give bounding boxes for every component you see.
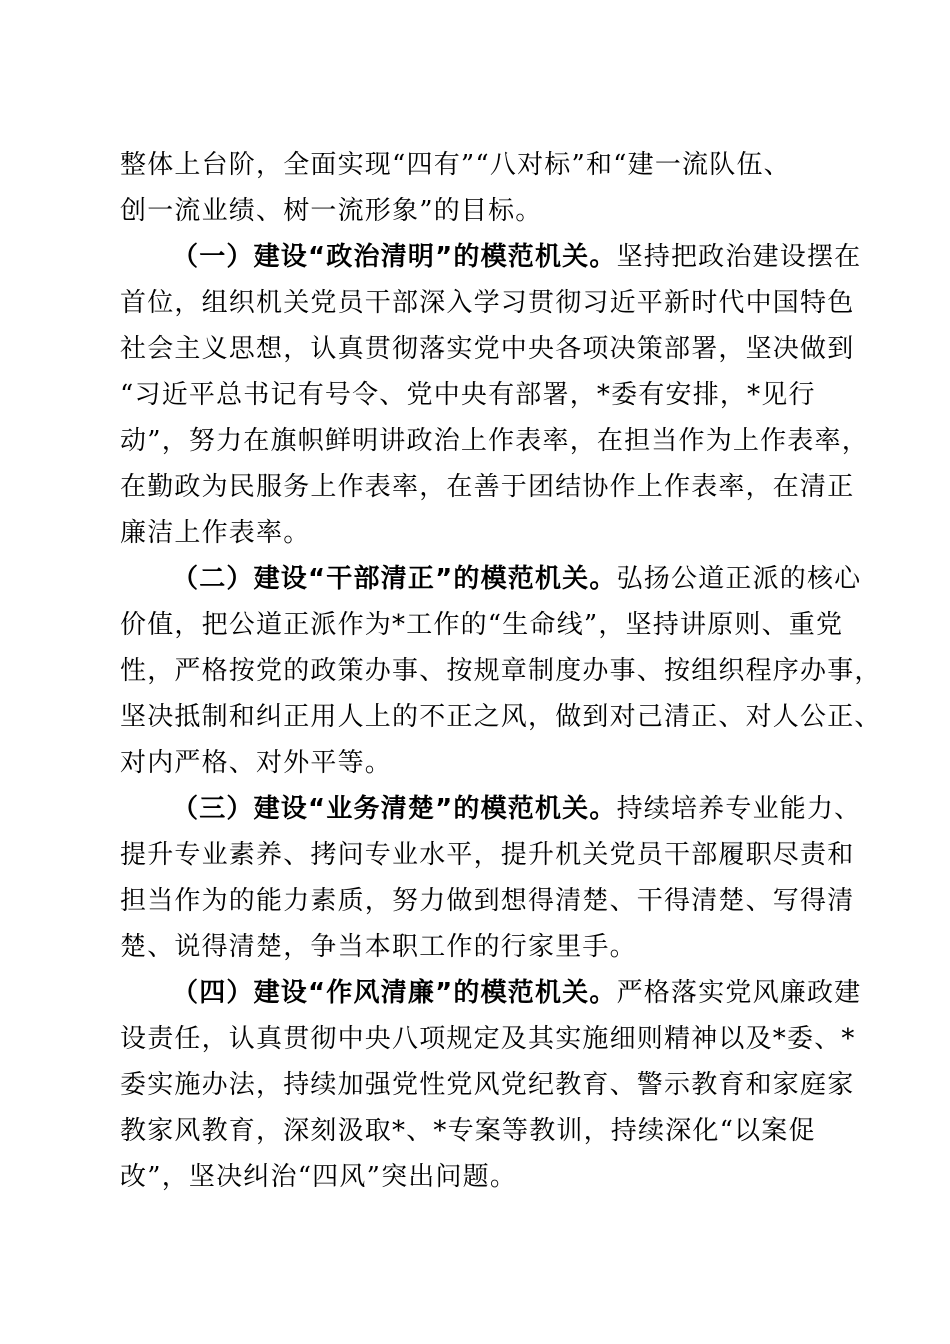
- section-text: 持续培养专业能力、: [616, 794, 862, 824]
- section-text: 坚持把政治建设摆在: [616, 242, 862, 272]
- section-1-first-line: [120, 234, 862, 280]
- text-line: 对内严格、对外平等。: [120, 748, 393, 778]
- section-4-first-line: [120, 970, 862, 1016]
- text-line: 提升专业素养、拷问专业水平，提升机关党员干部履职尽责和: [120, 840, 855, 870]
- text-line: 委实施办法，持续加强党性党风党纪教育、警示教育和家庭家: [120, 1070, 855, 1100]
- text-line: 整体上台阶，全面实现“四有”“八对标”和“建一流队伍、: [120, 150, 791, 180]
- text-line: 首位，组织机关党员干部深入学习贯彻习近平新时代中国特色: [120, 288, 855, 318]
- text-line: 创一流业绩、树一流形象”的目标。: [120, 196, 543, 226]
- text-line: 价值，把公道正派作为*工作的“生命线”，坚持讲原则、重党: [120, 610, 844, 640]
- text-line: 在勤政为民服务上作表率，在善于团结协作上作表率，在清正: [120, 472, 855, 502]
- text-line: 担当作为的能力素质，努力做到想得清楚、干得清楚、写得清: [120, 886, 855, 916]
- section-3-first-line: [120, 786, 862, 832]
- text-line: 动”，努力在旗帜鲜明讲政治上作表率，在担当作为上作表率，: [120, 426, 869, 456]
- text-line: 楚、说得清楚，争当本职工作的行家里手。: [120, 932, 637, 962]
- section-heading: （四）建设“作风清廉”的模范机关。: [172, 978, 617, 1008]
- text-line: 教家风教育，深刻汲取*、*专案等教训，持续深化“以案促: [120, 1116, 816, 1146]
- text-line: 廉洁上作表率。: [120, 518, 311, 548]
- section-2-first-line: [120, 556, 862, 602]
- section-heading: （二）建设“干部清正”的模范机关。: [172, 564, 617, 594]
- text-line: 设责任，认真贯彻中央八项规定及其实施细则精神以及*委、*: [120, 1024, 856, 1054]
- text-line: 性，严格按党的政策办事、按规章制度办事、按组织程序办事，: [120, 656, 882, 686]
- section-text: 弘扬公道正派的核心: [616, 564, 862, 594]
- section-heading: （一）建设“政治清明”的模范机关。: [172, 242, 617, 272]
- section-text: 严格落实党风廉政建: [616, 978, 862, 1008]
- text-line: 坚决抵制和纠正用人上的不正之风，做到对己清正、对人公正、: [120, 702, 882, 732]
- section-heading: （三）建设“业务清楚”的模范机关。: [172, 794, 617, 824]
- text-line: “习近平总书记有号令、党中央有部署，*委有安排，*见行: [120, 380, 816, 410]
- text-line: 改”，坚决纠治“四风”突出问题。: [120, 1162, 518, 1192]
- text-line: 社会主义思想，认真贯彻落实党中央各项决策部署，坚决做到: [120, 334, 855, 364]
